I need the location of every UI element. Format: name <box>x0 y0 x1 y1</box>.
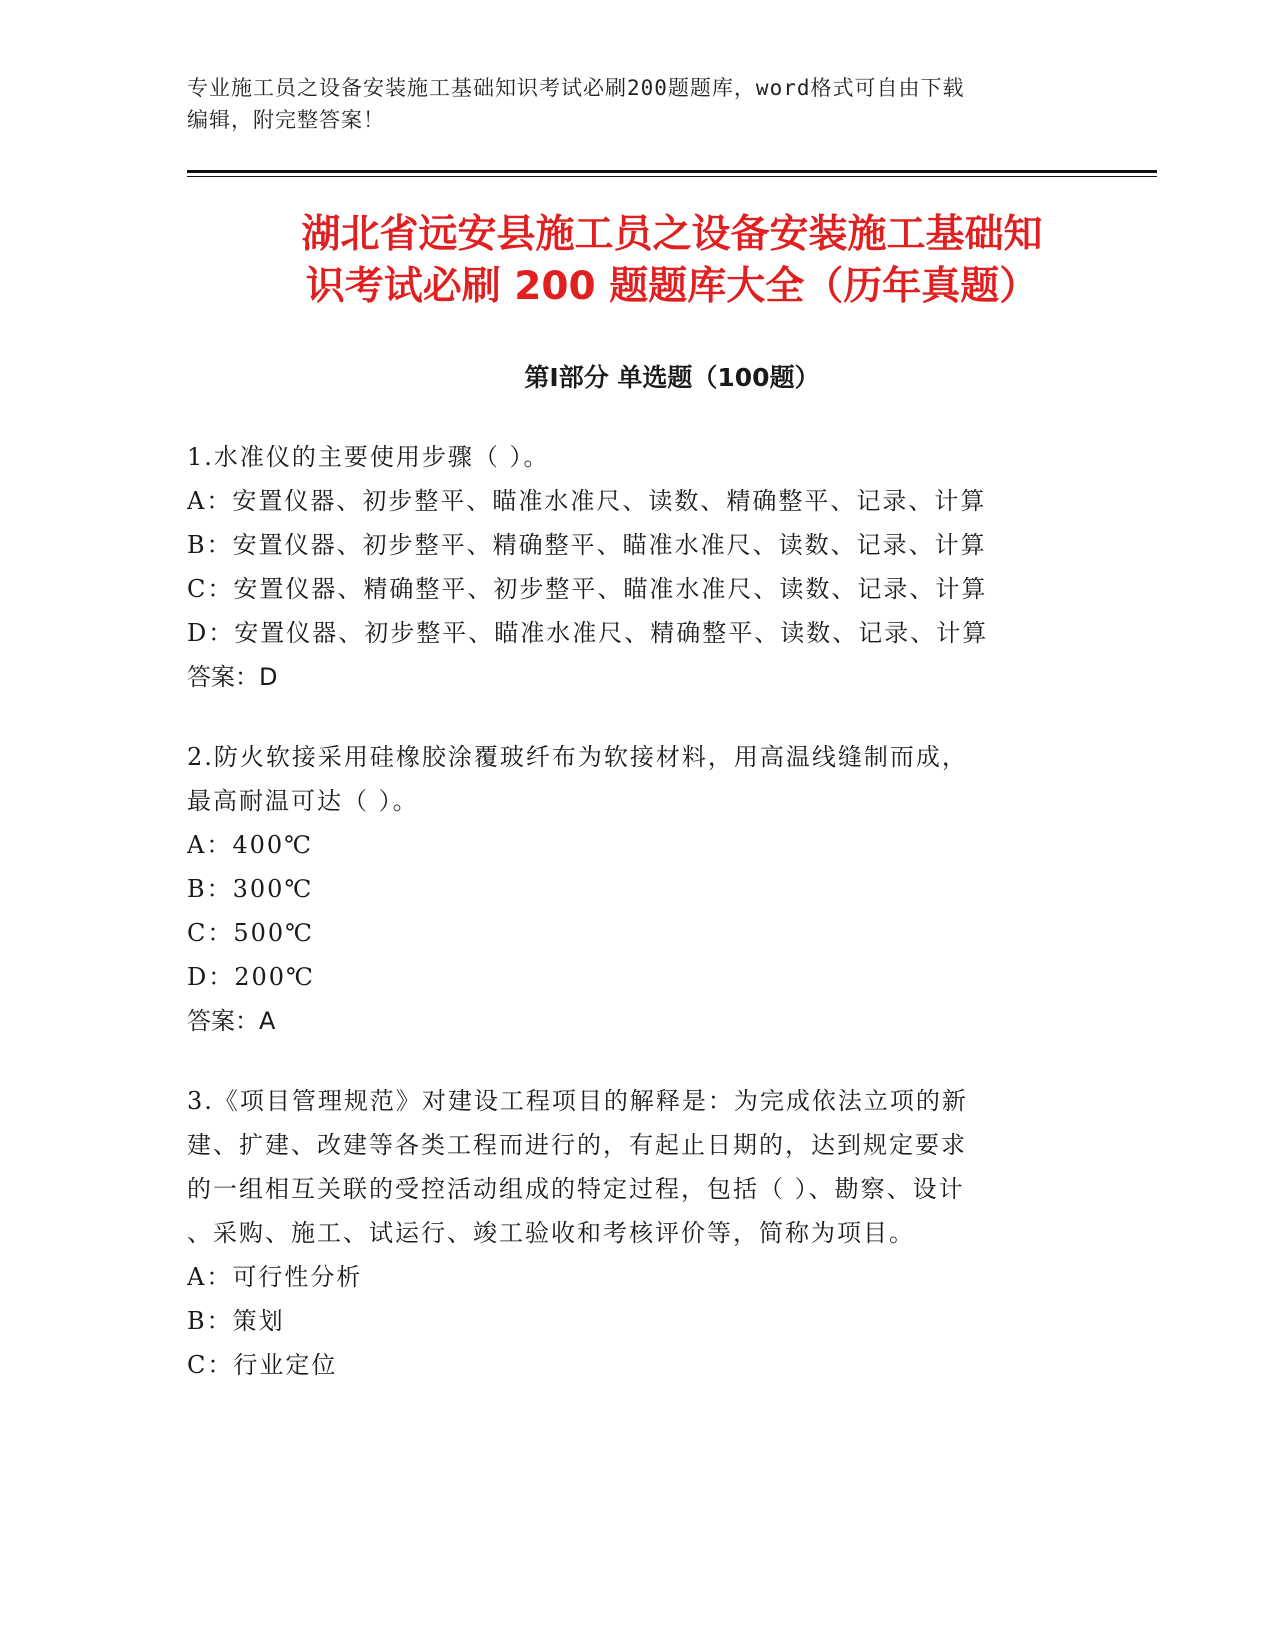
question-stem-line: 2.防火软接采用硅橡胶涂覆玻纤布为软接材料，用高温线缝制而成， <box>187 743 968 771</box>
header-note-line-2: 编辑，附完整答案！ <box>187 108 385 132</box>
option-c: C：行业定位 <box>187 1351 338 1379</box>
question-stem <box>187 435 1157 479</box>
document-title <box>187 209 1157 313</box>
question-stem-line: 的一组相互关联的受控活动组成的特定过程，包括（ ）、勘察、设计 <box>187 1175 965 1203</box>
option-d: D：200℃ <box>187 963 315 991</box>
document-page <box>187 70 1157 1423</box>
header-note-line-1: 专业施工员之设备安装施工基础知识考试必刷200题题库，word格式可自由下载 <box>187 76 965 100</box>
document-title-line-2: 识考试必刷 200 题题库大全（历年真题） <box>305 264 1039 309</box>
question-1 <box>187 435 1157 699</box>
option-a: A：可行性分析 <box>187 1263 363 1291</box>
question-stem-line: 建、扩建、改建等各类工程而进行的，有起止日期的，达到规定要求 <box>187 1131 967 1159</box>
header-note <box>187 70 1157 136</box>
option-b: B：300℃ <box>187 875 314 903</box>
question-2 <box>187 735 1157 1043</box>
question-stem-line: 1.水准仪的主要使用步骤（ ）。 <box>187 443 550 471</box>
question-list <box>187 435 1157 1387</box>
question-stem-line: 最高耐温可达（ ）。 <box>187 787 419 815</box>
option-b: B：安置仪器、初步整平、精确整平、瞄准水准尺、读数、记录、计算 <box>187 531 987 559</box>
question-stem <box>187 1079 1157 1255</box>
header-rule-thin <box>187 176 1157 177</box>
question-stem-line: 3.《项目管理规范》对建设工程项目的解释是：为完成依法立项的新 <box>187 1087 968 1115</box>
document-title-line-1: 湖北省远安县施工员之设备安装施工基础知 <box>301 212 1043 257</box>
answer: 答案：D <box>187 663 278 691</box>
option-d: D：安置仪器、初步整平、瞄准水准尺、精确整平、读数、记录、计算 <box>187 619 989 647</box>
section-title: 第Ⅰ部分 单选题（100题） <box>524 363 820 392</box>
header-rule-thick <box>187 170 1157 173</box>
question-3 <box>187 1079 1157 1387</box>
option-c: C：500℃ <box>187 919 315 947</box>
option-a: A：400℃ <box>187 831 313 859</box>
option-a: A：安置仪器、初步整平、瞄准水准尺、读数、精确整平、记录、计算 <box>187 487 987 515</box>
option-c: C：安置仪器、精确整平、初步整平、瞄准水准尺、读数、记录、计算 <box>187 575 988 603</box>
answer: 答案：A <box>187 1007 276 1035</box>
option-b: B：策划 <box>187 1307 285 1335</box>
question-stem-line: 、采购、施工、试运行、竣工验收和考核评价等，简称为项目。 <box>187 1219 915 1247</box>
question-stem <box>187 735 1157 823</box>
